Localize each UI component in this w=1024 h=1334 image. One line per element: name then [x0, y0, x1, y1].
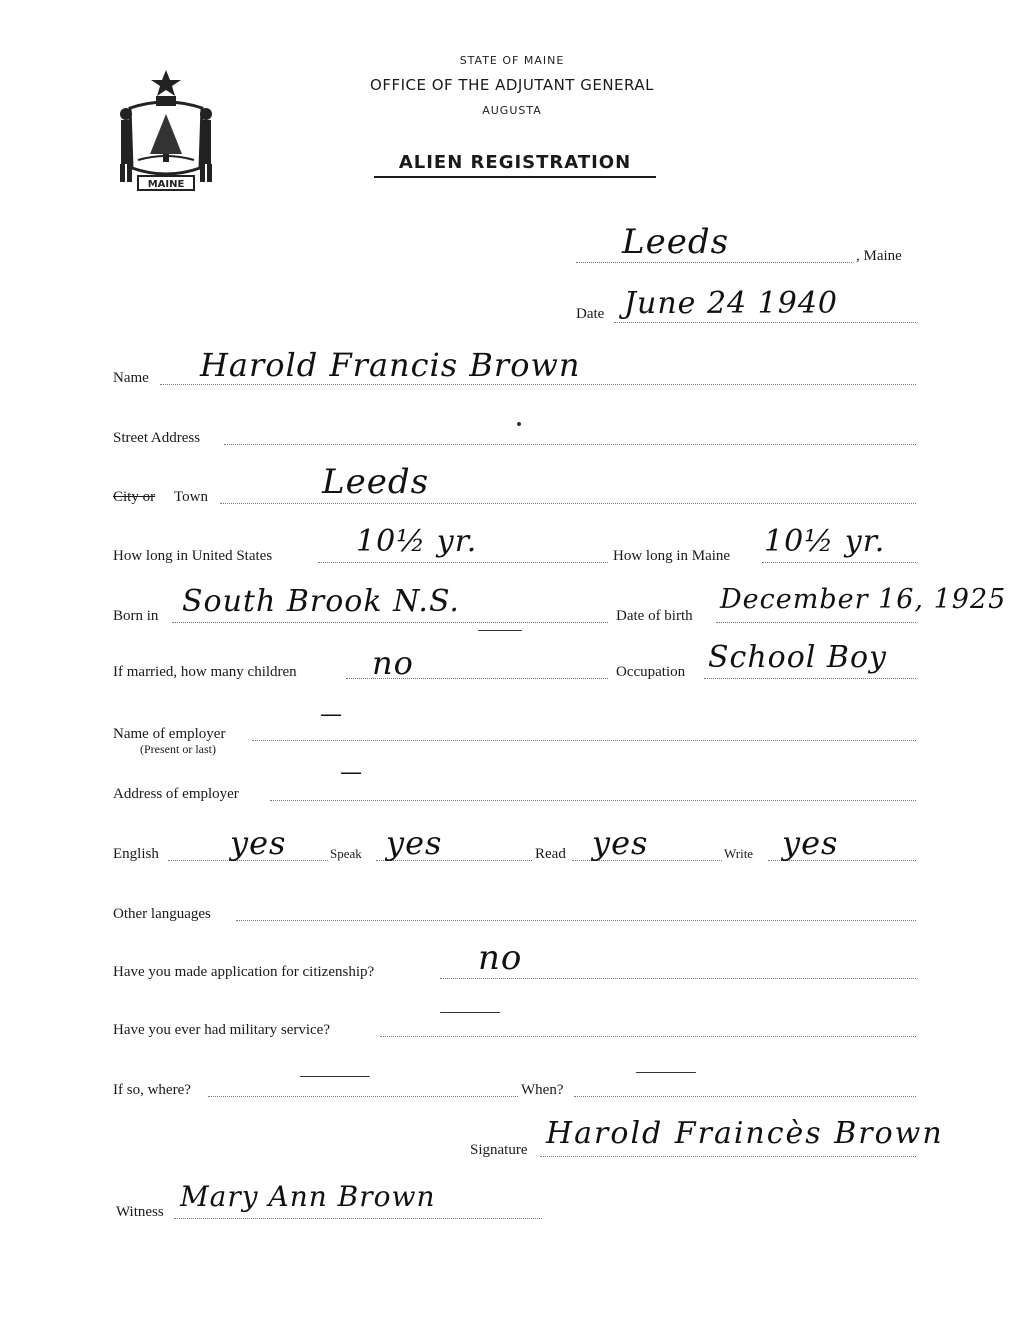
- employer-name-value: —: [320, 702, 343, 727]
- other-languages-line: [236, 920, 916, 921]
- ink-speck: [517, 422, 521, 426]
- born-in-value: South Brook N.S.: [182, 584, 460, 619]
- witness-line: [174, 1218, 542, 1219]
- date-of-birth-label: Date of birth: [616, 608, 693, 624]
- how-long-maine-line: [762, 562, 916, 563]
- write-label: Write: [724, 846, 754, 861]
- employer-address-value: —: [340, 760, 363, 785]
- maine-label: , Maine: [856, 248, 902, 264]
- read-value: yes: [592, 824, 649, 862]
- occupation-value: School Boy: [708, 640, 887, 675]
- ink-mark: [440, 1012, 500, 1013]
- born-in-line: [172, 622, 608, 623]
- employer-address-label: Address of employer: [113, 786, 239, 802]
- english-value: yes: [230, 824, 287, 862]
- date-value: June 24 1940: [624, 286, 839, 321]
- signature-value: Harold Fraincès Brown: [546, 1116, 944, 1151]
- town-line: [220, 503, 916, 504]
- write-value: yes: [782, 824, 839, 862]
- when-line: [574, 1096, 916, 1097]
- occupation-label: Occupation: [616, 664, 686, 680]
- citizenship-label: Have you made application for citizenship?: [113, 964, 375, 980]
- name-value: Harold Francis Brown: [200, 346, 581, 384]
- date-of-birth-value: December 16, 1925: [720, 584, 1007, 615]
- when-label: When?: [521, 1082, 564, 1098]
- employer-name-label: Name of employer: [113, 726, 226, 742]
- military-label: Have you ever had military service?: [113, 1022, 330, 1038]
- name-line: [160, 384, 916, 385]
- street-address-line: [224, 444, 916, 445]
- date-of-birth-line: [716, 622, 916, 623]
- where-label: If so, where?: [113, 1082, 191, 1098]
- ink-mark: [478, 630, 522, 631]
- ink-mark: [300, 1076, 370, 1077]
- how-long-us-value: 10½ yr.: [356, 524, 478, 559]
- svg-text:MAINE: MAINE: [147, 179, 185, 190]
- city-heading: AUGUSTA: [482, 104, 542, 117]
- form-title: ALIEN REGISTRATION: [374, 152, 656, 178]
- citizenship-value: no: [478, 938, 523, 978]
- town-value: Leeds: [322, 462, 430, 502]
- citizenship-line: [440, 978, 916, 979]
- employer-name-line: [252, 740, 916, 741]
- born-in-label: Born in: [113, 608, 159, 624]
- signature-line: [540, 1156, 916, 1157]
- military-line: [380, 1036, 916, 1037]
- occupation-line: [704, 678, 916, 679]
- city-label-struck: City or: [113, 489, 156, 505]
- how-long-maine-value: 10½ yr.: [764, 524, 886, 559]
- location-value: Leeds: [622, 222, 730, 262]
- how-long-us-label: How long in United States: [113, 548, 273, 564]
- english-label: English: [113, 846, 159, 862]
- signature-label: Signature: [470, 1142, 528, 1158]
- street-address-label: Street Address: [113, 430, 201, 446]
- office-heading: OFFICE OF THE ADJUTANT GENERAL: [370, 76, 654, 94]
- name-label: Name: [113, 370, 149, 386]
- children-value: no: [372, 644, 414, 682]
- children-label: If married, how many children: [113, 664, 297, 680]
- how-long-maine-label: How long in Maine: [613, 548, 731, 564]
- how-long-us-line: [318, 562, 608, 563]
- witness-label: Witness: [116, 1204, 164, 1220]
- state-heading: STATE OF MAINE: [459, 54, 565, 67]
- where-line: [208, 1096, 518, 1097]
- read-label: Read: [535, 846, 566, 862]
- other-languages-label: Other languages: [113, 906, 211, 922]
- employer-name-sublabel: (Present or last): [140, 742, 216, 756]
- location-line: [576, 262, 852, 263]
- date-line: [614, 322, 916, 323]
- ink-mark: [636, 1072, 696, 1073]
- witness-value: Mary Ann Brown: [180, 1180, 436, 1213]
- date-label: Date: [576, 306, 605, 322]
- town-label: Town: [174, 489, 208, 505]
- speak-label: Speak: [330, 846, 362, 861]
- employer-address-line: [270, 800, 916, 801]
- speak-value: yes: [386, 824, 443, 862]
